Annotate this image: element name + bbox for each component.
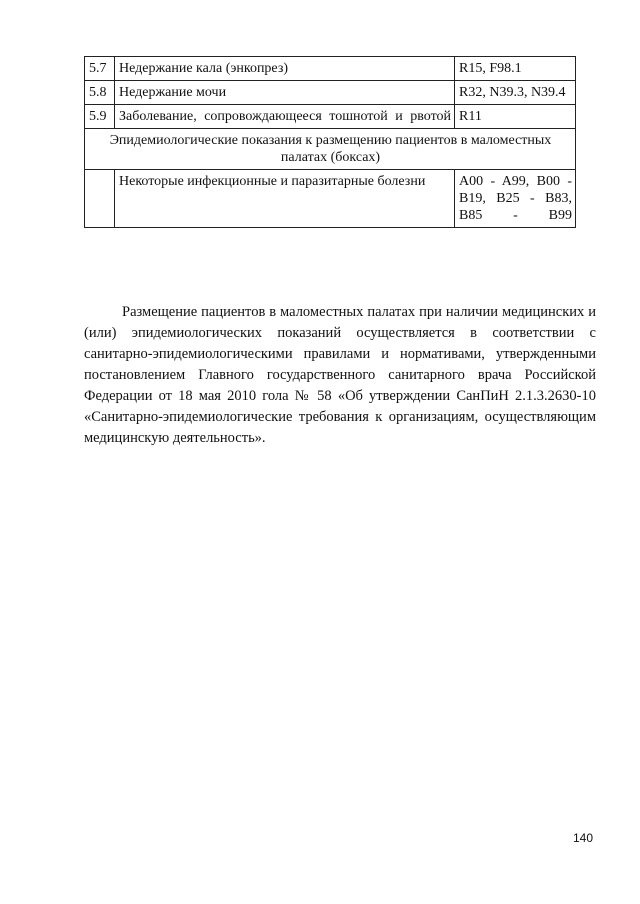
row-name: Заболевание, сопровождающееся тошнотой и рвотой	[115, 105, 455, 129]
row-name: Недержание мочи	[115, 81, 455, 105]
table-row	[85, 57, 576, 81]
row-number: 5.9	[85, 105, 115, 129]
table-row	[85, 170, 576, 228]
row-number: 5.8	[85, 81, 115, 105]
table-section-row	[85, 129, 576, 170]
section-heading: Эпидемиологические показания к размещению пациентов в маломестных палатах (боксах)	[85, 129, 576, 170]
row-number: 5.7	[85, 57, 115, 81]
row-name: Недержание кала (энкопрез)	[115, 57, 455, 81]
table-row	[85, 81, 576, 105]
table-row	[85, 105, 576, 129]
row-codes: R11	[455, 105, 576, 129]
row-codes: R15, F98.1	[455, 57, 576, 81]
diagnosis-table	[84, 56, 576, 228]
body-paragraph	[84, 302, 596, 449]
page-number: 140	[573, 831, 594, 845]
paragraph-text: Размещение пациентов в маломестных палатах при наличии медицинских и (или) эпидемиологических показаний осуществляется в соответствии с санитарно-эпидемиологическими правилами и нормативами, утвержденными постановлением Главного государственного санитарного врача Российской Федерации от 18 мая 2010 гола № 58 «Об утверждении СанПиН 2.1.3.2630-10 «Санитарно-эпидемиологические требования к организациям, осуществляющим медицинскую деятельность».	[84, 304, 596, 446]
row-codes: R32, N39.3, N39.4	[455, 81, 576, 105]
row-name: Некоторые инфекционные и паразитарные болезни	[115, 170, 455, 228]
row-number	[85, 170, 115, 228]
row-codes: A00 - A99, B00 - B19, B25 - B83, B85 - B99	[455, 170, 576, 228]
